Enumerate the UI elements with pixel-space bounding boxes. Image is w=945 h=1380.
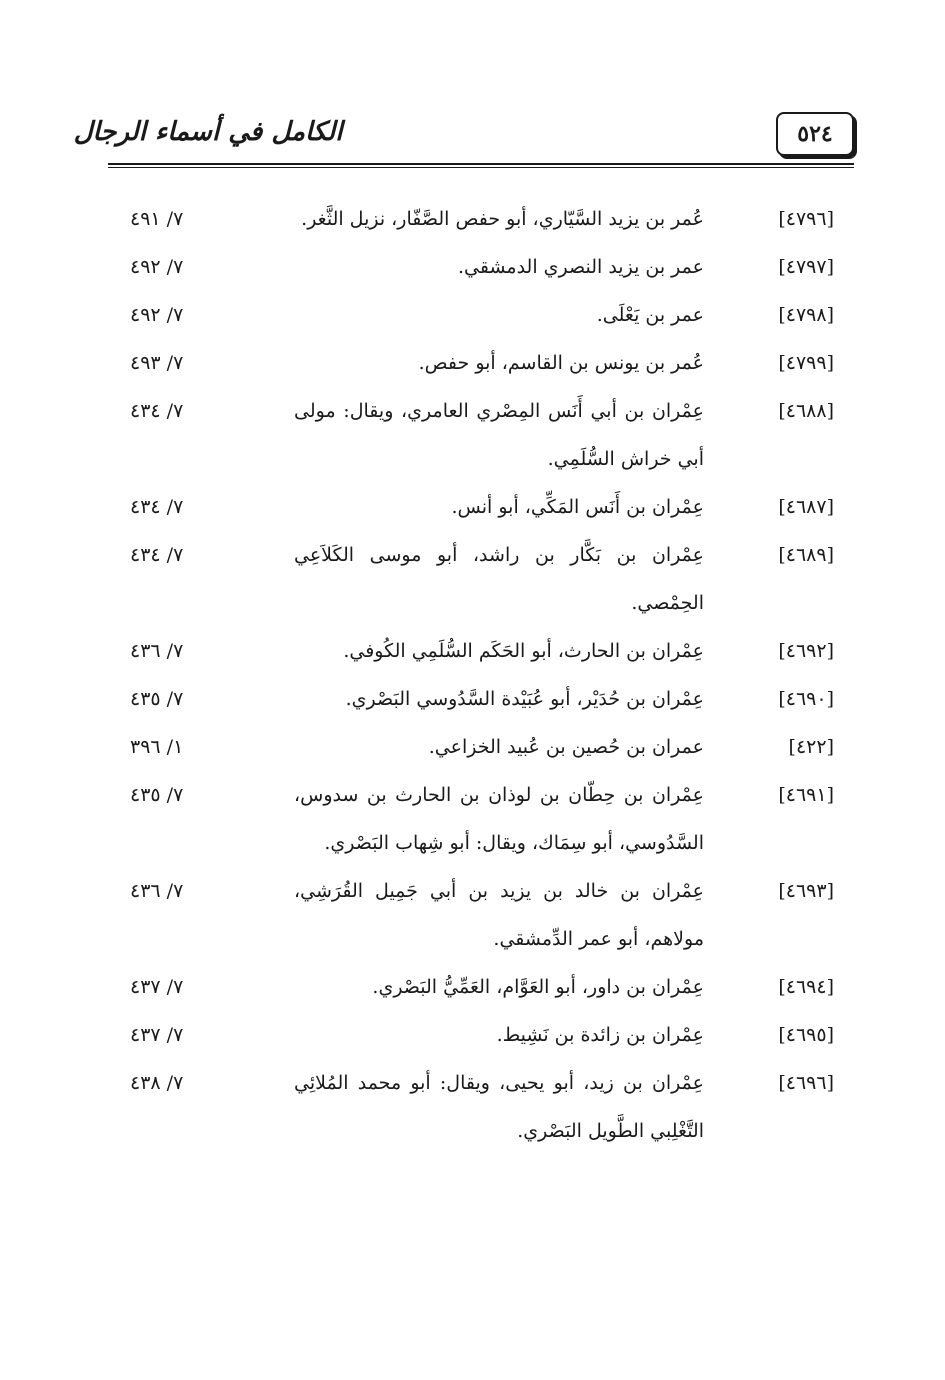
entry-text: عِمْران بن خالد بن يزيد بن أبي جَمِيل القُرَشِي، مولاهم، أبو عمر الدِّمشقي. [294,880,704,950]
list-item [108,963,854,1011]
entry-text: عِمْران بن أبي أَنَس المِصْري العامري، ويقال: مولى أبي خراش السُّلَمِي. [294,400,704,470]
entry-reference: ٧/ ٤٩٢ [130,256,184,278]
entry-number: [٤٦٩٣] [778,880,834,902]
list-item [108,291,854,339]
list-item [108,675,854,723]
list-item [108,1059,854,1155]
entry-number: [٤٦٩٦] [778,1072,834,1094]
entry-number: [٤٦٩٢] [778,640,834,662]
list-item [108,387,854,483]
entry-text: عمر بن يزيد النصري الدمشقي. [457,256,704,278]
entries-list [108,195,854,1155]
entry-reference: ٧/ ٤٣٨ [130,1072,184,1094]
entry-reference: ٧/ ٤٣٤ [130,400,184,422]
page-number: ٥٢٤ [776,112,854,156]
entry-text: عِمْران بن زائدة بن نَشِيط. [496,1024,704,1046]
entry-number: [٤٦٨٧] [778,496,834,518]
list-item [108,339,854,387]
entry-text: عُمر بن يزيد السَّيّاري، أبو حفص الصَّفّار، نزيل الثَّغر. [301,208,704,230]
entry-reference: ٧/ ٤٣٦ [130,640,184,662]
entry-text: عمر بن يَعْلَى. [596,304,704,326]
list-item [108,1011,854,1059]
entry-reference: ٧/ ٤٣٧ [130,976,184,998]
list-item [108,723,854,771]
entry-number: [٤٧٩٩] [778,352,834,374]
entry-reference: ٧/ ٤٣٥ [130,784,184,806]
entry-text: عمران بن حُصين بن عُبيد الخزاعي. [428,736,704,758]
list-item [108,867,854,963]
header-rule [108,163,854,165]
list-item [108,483,854,531]
entry-text: عِمْران بن داور، أبو العَوَّام، العَمِّيُّ البَصْري. [372,976,704,998]
entry-number: [٤٦٩١] [778,784,834,806]
entry-text: عِمْران بن زيد، أبو يحيى، ويقال: أبو محمد المُلائِي التَّغْلِبي الطَّويل البَصْري. [294,1072,704,1142]
entry-text: عِمْران بن حُدَيْر، أبو عُبَيْدة السَّدُوسي البَصْري. [345,688,704,710]
entry-text: عِمْران بن بَكَّار بن راشد، أبو موسى الكَلاَعِي الحِمْصي. [294,544,704,614]
entry-number: [٤٦٨٩] [778,544,834,566]
entry-reference: ٧/ ٤٩٣ [130,352,184,374]
entry-reference: ٧/ ٤٩١ [130,208,184,230]
entry-number: [٤٢٢] [788,736,834,758]
page-header [73,100,854,162]
list-item [108,243,854,291]
entry-reference: ٧/ ٤٣٦ [130,880,184,902]
entry-number: [٤٦٩٤] [778,976,834,998]
entry-text: عُمر بن يونس بن القاسم، أبو حفص. [418,352,704,374]
entry-reference: ٧/ ٤٣٥ [130,688,184,710]
entry-number: [٤٦٩٥] [778,1024,834,1046]
entry-reference: ٧/ ٤٣٧ [130,1024,184,1046]
entry-reference: ٧/ ٤٣٤ [130,544,184,566]
entry-number: [٤٧٩٨] [778,304,834,326]
entry-reference: ٧/ ٤٩٢ [130,304,184,326]
entry-reference: ١/ ٣٩٦ [130,736,184,758]
entry-reference: ٧/ ٤٣٤ [130,496,184,518]
entry-number: [٤٦٩٠] [778,688,834,710]
entry-number: [٤٧٩٦] [778,208,834,230]
entry-number: [٤٦٨٨] [778,400,834,422]
list-item [108,771,854,867]
entry-text: عِمْران بن أَنَس المَكِّي، أبو أنس. [451,496,704,518]
header-rule-thin [108,167,854,168]
book-title-calligraphy: الكامل في أسماء الرجال [73,117,343,147]
entry-text: عِمْران بن حِطّان بن لوذان بن الحارث بن سدوس، السَّدُوسي، أبو سِمَاك، ويقال: أبو شِهاب البَصْري. [294,784,704,854]
entry-number: [٤٧٩٧] [778,256,834,278]
list-item [108,195,854,243]
list-item [108,627,854,675]
entry-text: عِمْران بن الحارث، أبو الحَكَم السُّلَمِي الكُوفي. [343,640,704,662]
list-item [108,531,854,627]
